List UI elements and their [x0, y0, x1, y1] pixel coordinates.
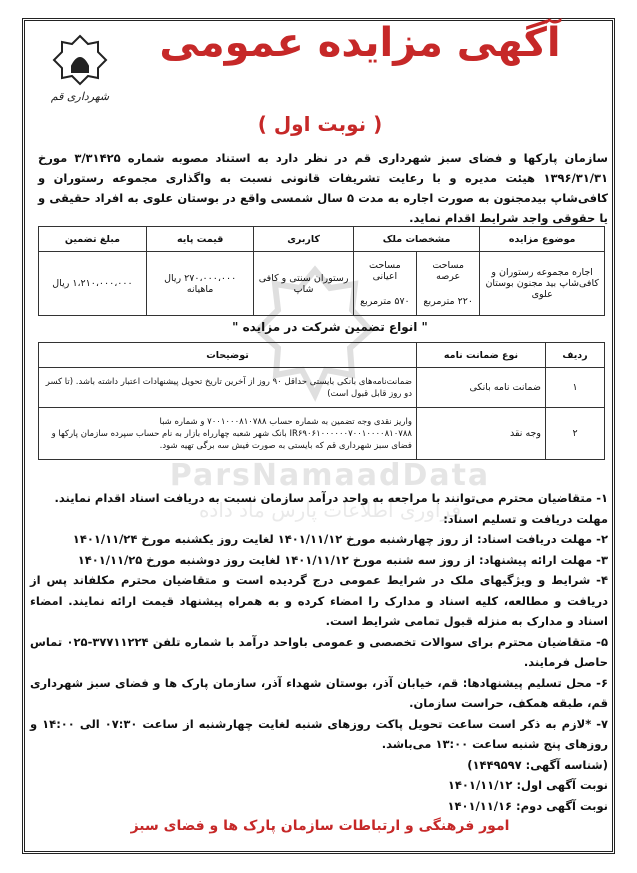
footer-signature: امور فرهنگی و ارتباطات سازمان پارک ها و فضای سبز	[130, 818, 510, 834]
guarantee-types-title: " انواع تضمین شرکت در مزایده "	[232, 320, 428, 334]
cell-usage: رستوران سنتی و کافی شاپ	[254, 252, 353, 316]
table-row-type: وجه نقد	[417, 408, 546, 460]
col-usage: کاربری	[254, 227, 353, 252]
watermark-text: ParsNamaadData	[169, 458, 491, 493]
col-guarantee: مبلغ تضمین	[39, 227, 147, 252]
table-row-number: ۱	[546, 368, 605, 408]
cell-base-price: ۲۷۰،۰۰۰،۰۰۰ ریال ماهیانه	[146, 252, 254, 316]
item-5: ۵- متقاضیان محترم برای سوالات تخصصی و عمومی باواحد درآمد با شماره تلفن ۳۷۷۱۱۲۲۴-۰۲۵ تماس حاصل فرمایند.	[30, 634, 608, 669]
land-area-value: ۲۲۰ مترمربع	[423, 296, 473, 307]
item-1: ۱- متقاضیان محترم می‌توانند با مراجعه به واحد درآمد سازمان نسبت به دریافت اسناد اقدام نمایند.	[54, 491, 608, 505]
col-type: نوع ضمانت نامه	[417, 343, 546, 368]
table-row-desc: ضمانت‌نامه‌های بانکی بایستی حداقل ۹۰ روز از آخرین تاریخ تحویل پیشنهادات اعتبار داشته باشد. (تا کسر دو روز قابل قبول است)	[39, 368, 417, 408]
table-row-type: ضمانت نامه بانکی	[417, 368, 546, 408]
land-area-label: مساحت عرصه	[432, 260, 465, 282]
notice-id: (شناسه آگهی: ۱۴۴۹۵۹۷)	[467, 757, 608, 772]
first-publication: نوبت آگهی اول: ۱۴۰۱/۱۱/۱۲	[447, 778, 608, 792]
col-base-price: قیمت پایه	[146, 227, 254, 252]
col-subject: موضوع مزایده	[480, 227, 605, 252]
guarantee-table	[38, 342, 605, 460]
building-area-label: مساحت اعیانی	[369, 260, 401, 282]
notice-body	[30, 488, 608, 816]
col-row: ردیف	[546, 343, 605, 368]
table-row-number: ۲	[546, 408, 605, 460]
cell-guarantee: ۱،۲۱۰،۰۰۰،۰۰۰ ریال	[39, 252, 147, 316]
item-3: ۳- مهلت ارائه پیشنهاد: از روز سه شنبه مورخ ۱۴۰۱/۱۱/۱۲ لغایت روز دوشنبه مورخ ۱۴۰۱/۱۱/۲۵	[77, 552, 608, 567]
svg-text:شهرداری قم: شهرداری قم	[50, 90, 110, 103]
second-publication: نوبت آگهی دوم: ۱۴۰۱/۱۱/۱۶	[447, 798, 608, 813]
cell-building-area	[353, 252, 416, 316]
table-row-desc: واریز نقدی وجه تضمین به شماره حساب ۷۰۰۱۰۰۰۸۱۰۷۸۸ و شماره شبا IR۶۹۰۶۱۰۰۰۰۰۰۷۰۰۱۰۰۰۰۸۱۰۷۸۸ بانک شهر شعبه چهارراه بازار به نام حساب سپرده سازمان پارکها و فضای سبز شهرداری قم که بایستی به صورت فیش سه برگی تهیه شود.	[39, 408, 417, 460]
item-7: ۷- *لازم به ذکر است ساعت تحویل پاکت روزهای شنبه لغایت چهارشنبه از ساعت ۰۷:۳۰ الی ۱۴:۰۰ و روزهای پنج شنبه ساعت ۱۳:۰۰ می‌باشد.	[30, 716, 609, 751]
watermark-subtext: فراوری اطلاعات پارس ماد داده	[198, 498, 462, 522]
building-area-value: ۵۷۰ مترمربع	[360, 296, 410, 307]
item-6: ۶- محل تسلیم پیشنهادها: قم، خیابان آذر، بوستان شهداء آذر، سازمان پارک ها و فضای سبز شهرداری قم، طبقه همکف، حراست سازمان.	[30, 675, 608, 710]
auction-table	[38, 226, 605, 316]
item-deadline-heading: مهلت دریافت و تسلیم اسناد:	[443, 511, 608, 526]
notice-round: ( نوبت اول )	[257, 112, 383, 136]
cell-subject: اجاره مجموعه رستوران و کافی‌شاپ بید مجنون بوستان علوی	[480, 252, 605, 316]
item-4: ۴- شرایط و ویژگیهای ملک در شرایط عمومی درج گردیده است و متقاضیان محترم مکلفاند پس از دریافت و مطالعه، کلیه اسناد و مدارک را امضاء کرده و به همراه پیشنهاد قیمت ارائه نمایند. امضاء اسناد و مدارک به منزله قبول تمامی شرایط است.	[30, 573, 608, 628]
col-specs: مشخصات ملک	[353, 227, 480, 252]
item-2: ۲- مهلت دریافت اسناد: از روز چهارشنبه مورخ ۱۴۰۱/۱۱/۱۲ لغایت روز یکشنبه مورخ ۱۴۰۱/۱۱/۲۴	[72, 532, 608, 546]
cell-land-area	[417, 252, 480, 316]
qom-municipality-logo	[32, 30, 127, 105]
col-desc: توضیحات	[39, 343, 417, 368]
intro-paragraph: سازمان پارکها و فضای سبز شهرداری قم در نظر دارد به استناد مصوبه شماره ۳/۳۱۴۲۵ مورخ ۱۳۹۶/۳۱/۳۱ هیئت مدیره و با رعایت تشریفات قانونی نسبت به واگذاری مجموعه رستوران و کافی‌شاپ بیدمجنون به صورت اجاره به مدت ۵ سال شمسی واقع در بوستان علوی به افراد حقیقی و یا حقوقی واجد شرایط اقدام نماید.	[38, 151, 608, 225]
notice-title: آگهی مزایده عمومی	[159, 20, 561, 66]
